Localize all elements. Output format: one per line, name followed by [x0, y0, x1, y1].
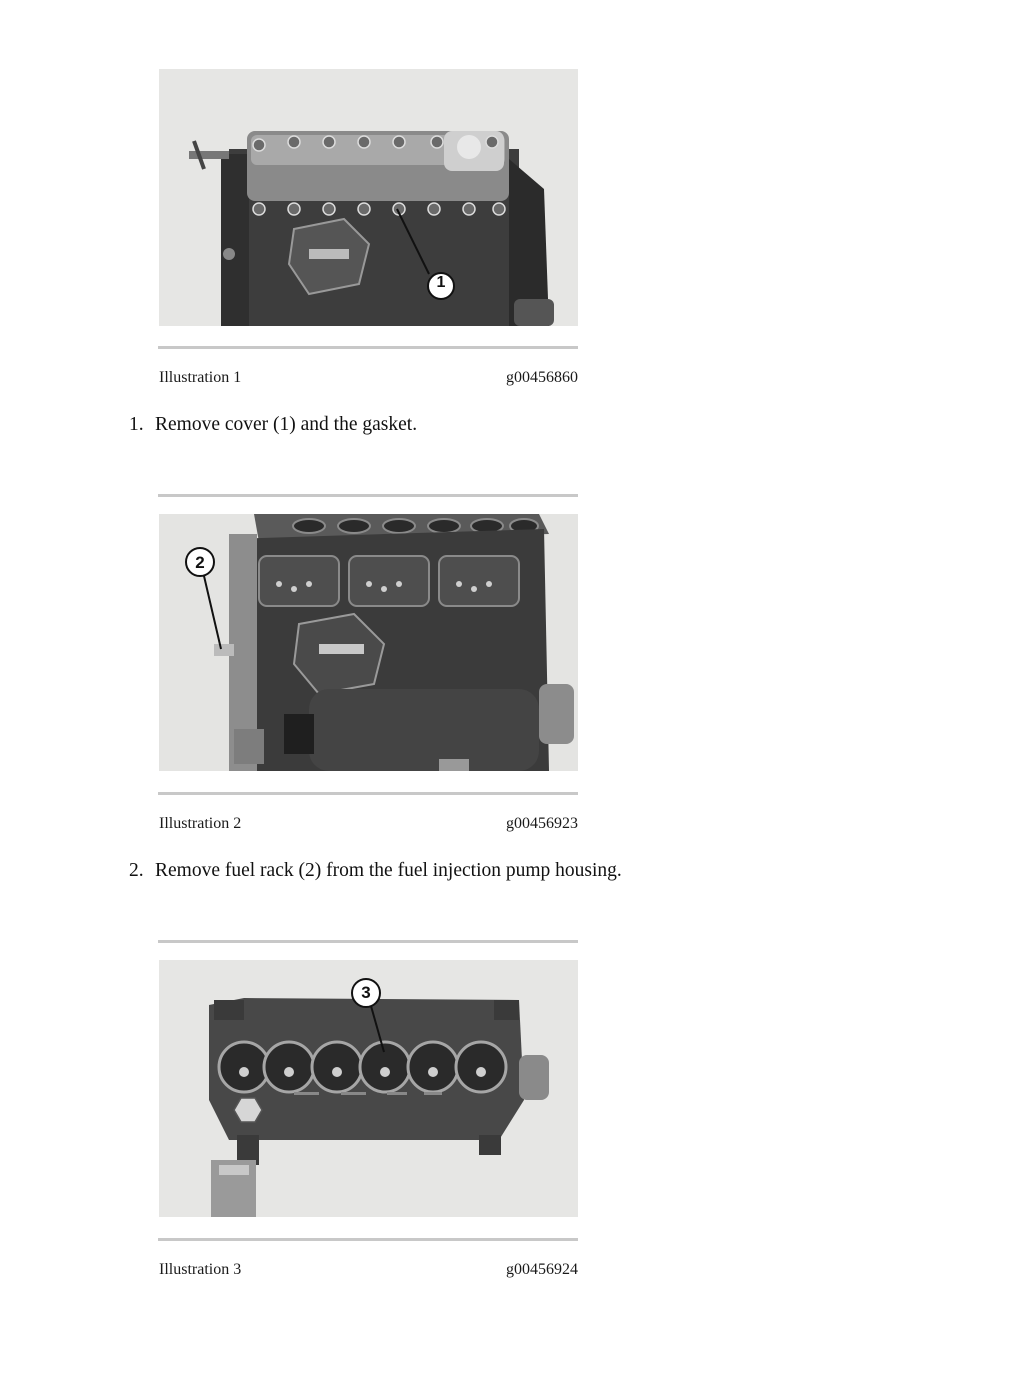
step-2-number: 2. — [129, 860, 144, 881]
illustration-2-caption: Illustration 2 — [159, 815, 242, 832]
step-1 — [129, 414, 417, 436]
callout-1-label: 1 — [436, 274, 446, 291]
figure-top-divider — [158, 940, 578, 943]
pump-housing-fuel-rack-photo — [159, 514, 578, 771]
illustration-3-caption: Illustration 3 — [159, 1261, 242, 1278]
pump-housing-cover-photo — [159, 69, 578, 326]
illustration-3-graphic-id: g00456924 — [506, 1261, 578, 1278]
illustration-1-image — [159, 69, 578, 326]
caption-divider — [158, 1238, 578, 1241]
step-1-text: Remove cover (1) and the gasket. — [155, 414, 418, 435]
illustration-2-image — [159, 514, 578, 771]
figure-top-divider — [158, 494, 578, 497]
caption-divider — [158, 792, 578, 795]
step-2-text: Remove fuel rack (2) from the fuel injection pump housing. — [155, 860, 622, 881]
step-2 — [129, 860, 622, 882]
illustration-1-caption: Illustration 1 — [159, 369, 242, 386]
caption-divider — [158, 346, 578, 349]
illustration-2-graphic-id: g00456923 — [506, 815, 578, 832]
illustration-1-graphic-id: g00456860 — [506, 369, 578, 386]
step-1-number: 1. — [129, 414, 144, 435]
callout-2-label: 2 — [195, 553, 205, 572]
callout-3-label: 3 — [361, 983, 371, 1002]
